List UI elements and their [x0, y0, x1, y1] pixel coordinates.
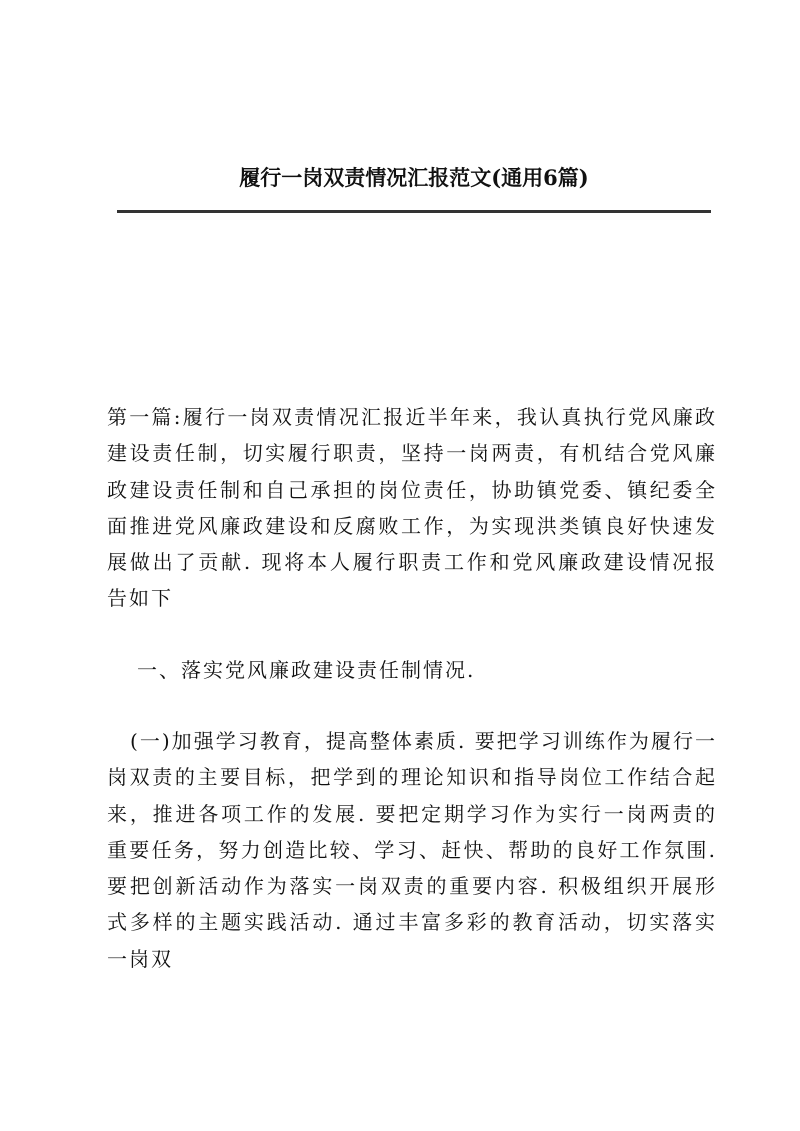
document-title: 履行一岗双责情况汇报范文(通用6篇)	[239, 165, 589, 190]
title-underline	[117, 210, 711, 213]
paragraph-section-1: (一)加强学习教育，提高整体素质. 要把学习训练作为履行一岗双责的主要目标，把学到的理论知识和指导岗位工作结合起来，推进各项工作的发展. 要把定期学习作为实行一岗两责的重要任务，努力创造比较、学习、赶快、帮助的良好工作氛围. 要把创新活动作为落实一岗双责的重要内容. 积极组织开展形式多样的主题实践活动. 通过丰富多彩的教育活动，切实落实一岗双	[107, 729, 717, 971]
paragraph-intro: 第一篇:履行一岗双责情况汇报近半年来，我认真执行党风廉政建设责任制，切实履行职责，坚持一岗两责，有机结合党风廉政建设责任制和自己承担的岗位责任，协助镇党委、镇纪委全面推进党风廉政建设和反腐败工作，为实现洪类镇良好快速发展做出了贡献. 现将本人履行职责工作和党风廉政建设情况报告如下	[107, 405, 717, 611]
section-heading: 一、落实党风廉政建设责任制情况.	[137, 658, 476, 682]
